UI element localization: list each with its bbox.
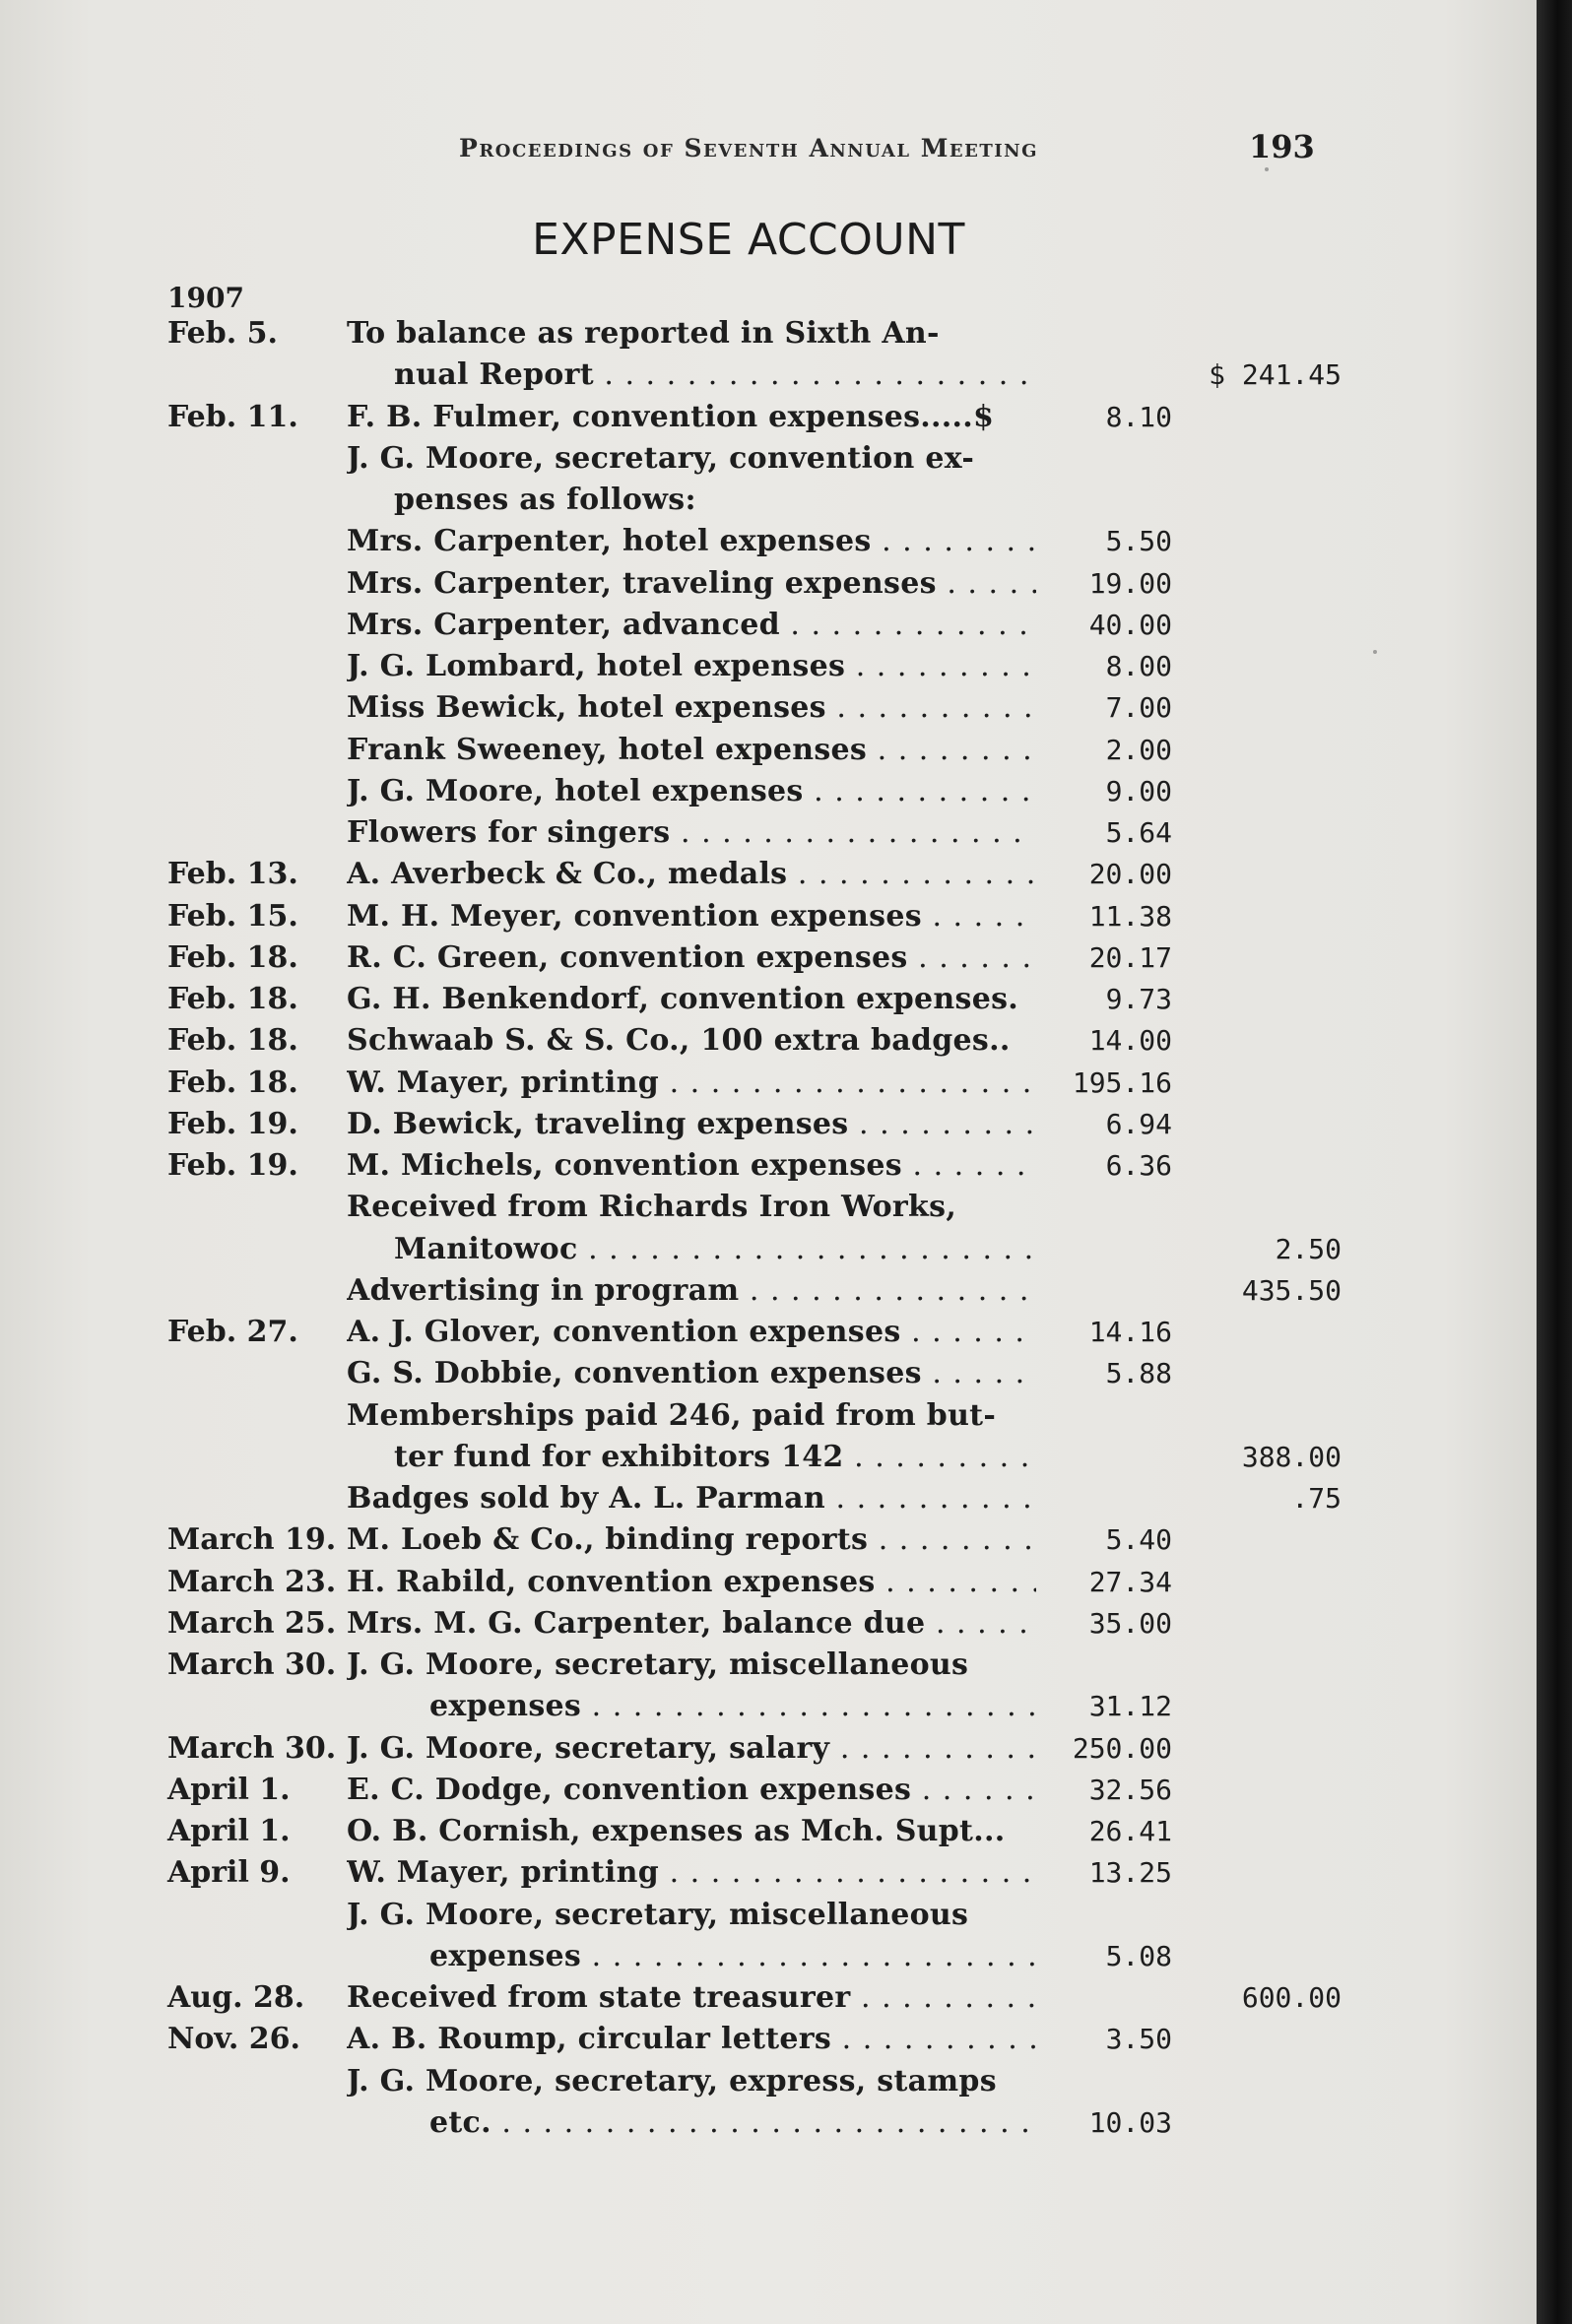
entry-description-text: Memberships paid 246, paid from but-	[347, 1398, 997, 1433]
entry-description	[347, 1145, 1036, 1187]
expense-amount: 31.12	[1088, 1690, 1172, 1722]
expense-amount: 250.00	[1072, 1732, 1172, 1765]
ledger-row	[0, 979, 1537, 1020]
entry-description	[347, 1478, 1036, 1519]
entry-description	[347, 854, 1036, 895]
entry-description	[347, 1562, 1036, 1603]
entry-date: March 30.	[167, 1647, 337, 1682]
expense-amount: 8.00	[1105, 650, 1172, 682]
entry-description-text: J. G. Moore, hotel expenses	[347, 774, 804, 808]
ledger-row	[0, 854, 1537, 895]
entry-date: Feb. 27.	[167, 1315, 298, 1349]
expense-amount: 11.38	[1088, 900, 1172, 933]
receipt-amount: 2.50	[1275, 1233, 1342, 1265]
expense-amount: 32.56	[1088, 1774, 1172, 1806]
entry-description	[347, 812, 1036, 854]
entry-description	[347, 1603, 1036, 1645]
ledger-row	[0, 1270, 1537, 1312]
ledger-row	[0, 1603, 1537, 1645]
entry-description	[347, 937, 1036, 979]
entry-description-text: etc.	[429, 2105, 491, 2140]
ledger-row	[0, 1811, 1537, 1852]
expense-amount: 9.00	[1105, 775, 1172, 807]
entry-description-text: ter fund for exhibitors 142	[394, 1440, 844, 1474]
entry-description-text: Manitowoc	[394, 1232, 578, 1266]
entry-description	[347, 563, 1036, 605]
ledger-row	[0, 1770, 1537, 1811]
entry-description-text: A. Averbeck & Co., medals	[347, 857, 788, 891]
expense-amount: 5.88	[1105, 1357, 1172, 1389]
ledger-row	[0, 563, 1537, 605]
entry-description-text: F. B. Fulmer, convention expenses.....$	[347, 400, 995, 434]
entry-description	[347, 1063, 1036, 1104]
entry-description	[347, 1728, 1036, 1770]
expense-amount: 20.17	[1088, 941, 1172, 974]
expense-amount: 2.00	[1105, 734, 1172, 766]
ledger-row	[0, 1562, 1537, 1603]
expense-amount: 7.00	[1105, 691, 1172, 724]
expense-amount: 6.36	[1105, 1149, 1172, 1182]
entry-description	[347, 896, 1036, 937]
entry-description-text: Frank Sweeney, hotel expenses	[347, 733, 868, 767]
entry-description	[347, 1187, 1036, 1228]
entry-description	[347, 438, 1036, 480]
ledger-row	[0, 646, 1537, 687]
entry-date: Feb. 13.	[167, 857, 298, 891]
expense-amount: 35.00	[1088, 1607, 1172, 1640]
entry-description	[347, 1895, 1036, 1936]
entry-description-text: M. H. Meyer, convention expenses	[347, 899, 922, 934]
entry-date: Aug. 28.	[167, 1980, 305, 2015]
book-spine-shadow	[1537, 0, 1572, 2324]
ledger-row	[0, 313, 1537, 355]
entry-description-text: M. Michels, convention expenses	[347, 1148, 902, 1183]
entry-description	[347, 1811, 1036, 1852]
entry-date: March 23.	[167, 1565, 337, 1599]
expense-amount: 5.50	[1105, 525, 1172, 557]
entry-date: Nov. 26.	[167, 2022, 300, 2056]
entry-description	[347, 605, 1036, 646]
entry-description	[347, 2019, 1036, 2060]
ledger-row	[0, 438, 1537, 480]
entry-description	[347, 313, 1036, 355]
expense-amount: 19.00	[1088, 567, 1172, 600]
entry-description-text: To balance as reported in Sixth An-	[347, 316, 940, 351]
expense-amount: 14.16	[1088, 1316, 1172, 1348]
entry-date: Feb. 18.	[167, 940, 298, 975]
entry-description	[429, 2102, 1036, 2144]
ledger-row	[0, 1312, 1537, 1353]
entry-description	[347, 1270, 1036, 1312]
expense-amount: 5.64	[1105, 816, 1172, 849]
entry-date: Feb. 11.	[167, 400, 298, 434]
expense-amount: 9.73	[1105, 983, 1172, 1015]
entry-description	[347, 1312, 1036, 1353]
page-number: 193	[1249, 128, 1315, 165]
entry-description	[394, 1437, 1036, 1478]
ledger-row	[0, 1852, 1537, 1894]
ledger-row	[0, 1895, 1537, 1936]
entry-description	[347, 1645, 1036, 1686]
entry-date: March 19.	[167, 1522, 337, 1557]
ledger-row	[0, 1353, 1537, 1394]
entry-date: March 30.	[167, 1731, 337, 1766]
entry-description-text: expenses	[429, 1939, 582, 1973]
ledger-row	[0, 480, 1537, 521]
ledger-row	[0, 896, 1537, 937]
entry-description	[347, 521, 1036, 562]
expense-amount: 27.34	[1088, 1566, 1172, 1598]
entry-description-text: W. Mayer, printing	[347, 1855, 660, 1890]
entry-description-text: J. G. Moore, secretary, express, stamps	[347, 2064, 997, 2098]
ledger-row	[0, 1437, 1537, 1478]
title-text: EXPENSE ACCOUNT	[532, 215, 965, 265]
entry-description	[394, 355, 1036, 396]
entry-description	[347, 771, 1036, 812]
entry-description-text: Received from Richards Iron Works,	[347, 1190, 957, 1224]
ledger-row	[0, 1478, 1537, 1519]
entry-description-text: J. G. Moore, secretary, miscellaneous	[347, 1647, 969, 1682]
expense-amount: 13.25	[1088, 1856, 1172, 1889]
entry-description	[347, 2061, 1036, 2102]
entry-description	[347, 1977, 1036, 2019]
entry-description	[347, 730, 1036, 771]
ledger-row	[0, 1063, 1537, 1104]
entry-description	[429, 1936, 1036, 1977]
entry-description-text: D. Bewick, traveling expenses	[347, 1107, 849, 1141]
entry-description-text: E. C. Dodge, convention expenses	[347, 1773, 912, 1807]
entry-description-text: Mrs. Carpenter, hotel expenses	[347, 524, 872, 558]
expense-amount: 40.00	[1088, 609, 1172, 641]
receipt-amount: $ 241.45	[1209, 358, 1342, 391]
ledger-row	[0, 1519, 1537, 1561]
expense-amount: 26.41	[1088, 1815, 1172, 1847]
entry-description-text: J. G. Moore, secretary, convention ex-	[347, 441, 975, 476]
entry-description	[347, 1770, 1036, 1811]
ledger-row	[0, 521, 1537, 562]
entry-description-text: Badges sold by A. L. Parman	[347, 1481, 825, 1516]
entry-description	[429, 1686, 1036, 1727]
ledger-row	[0, 397, 1537, 438]
ledger-row	[0, 937, 1537, 979]
entry-description-text: W. Mayer, printing	[347, 1065, 660, 1100]
entry-description-text: A. B. Roump, circular letters	[347, 2022, 832, 2056]
entry-description-text: J. G. Lombard, hotel expenses	[347, 649, 846, 683]
entry-description-text: G. H. Benkendorf, convention expenses.	[347, 982, 1019, 1016]
entry-description-text: penses as follows:	[394, 483, 696, 517]
ledger-row	[0, 1187, 1537, 1228]
entry-description	[347, 1395, 1036, 1437]
entry-date: Feb. 5.	[167, 316, 278, 351]
ledger-row	[0, 730, 1537, 771]
entry-description-text: J. G. Moore, secretary, salary	[347, 1731, 830, 1766]
entry-description-text: H. Rabild, convention expenses	[347, 1565, 876, 1599]
entry-description	[347, 646, 1036, 687]
ledger-row	[0, 1728, 1537, 1770]
ledger-row	[0, 1145, 1537, 1187]
ledger-row	[0, 812, 1537, 854]
entry-description	[347, 1519, 1036, 1561]
ledger-row	[0, 1645, 1537, 1686]
entry-description-text: Received from state treasurer	[347, 1980, 851, 2015]
expense-amount: 195.16	[1072, 1066, 1172, 1099]
ledger-row	[0, 2061, 1537, 2102]
page-title	[0, 215, 1537, 265]
entry-description-text: expenses	[429, 1689, 582, 1723]
entry-description	[394, 1229, 1036, 1270]
entry-description-text: M. Loeb & Co., binding reports	[347, 1522, 869, 1557]
ledger-row	[0, 1229, 1537, 1270]
year-heading: 1907	[167, 282, 244, 314]
entry-description-text: R. C. Green, convention expenses	[347, 940, 908, 975]
entry-description	[347, 1353, 1036, 1394]
ledger-row	[0, 1977, 1537, 2019]
entry-date: March 25.	[167, 1606, 337, 1641]
entry-description-text: Miss Bewick, hotel expenses	[347, 690, 826, 725]
ledger-row	[0, 1686, 1537, 1727]
entry-description	[347, 1852, 1036, 1894]
expense-amount: 6.94	[1105, 1108, 1172, 1140]
ledger-row	[0, 605, 1537, 646]
ledger-row	[0, 355, 1537, 396]
entry-description-text: Advertising in program	[347, 1273, 740, 1308]
entry-date: Feb. 19.	[167, 1107, 298, 1141]
entry-description-text: G. S. Dobbie, convention expenses	[347, 1356, 922, 1390]
entry-date: April 1.	[167, 1773, 291, 1807]
ledger-row	[0, 2102, 1537, 2144]
entry-description-text: O. B. Cornish, expenses as Mch. Supt...	[347, 1814, 1006, 1848]
receipt-amount: .75	[1291, 1482, 1342, 1515]
ledger-row	[0, 771, 1537, 812]
receipt-amount: 600.00	[1241, 1981, 1342, 2014]
ledger-row	[0, 1936, 1537, 1977]
entry-date: April 1.	[167, 1814, 291, 1848]
entry-date: Feb. 15.	[167, 899, 298, 934]
expense-amount: 5.40	[1105, 1523, 1172, 1556]
entry-description	[347, 1104, 1036, 1145]
entry-description-text: Schwaab S. & S. Co., 100 extra badges..	[347, 1023, 1011, 1058]
entry-description	[347, 979, 1036, 1020]
entry-description	[347, 687, 1036, 729]
entry-date: Feb. 18.	[167, 982, 298, 1016]
running-title: Proceedings of Seventh Annual Meeting	[459, 134, 1038, 162]
entry-description-text: nual Report	[394, 357, 594, 392]
receipt-amount: 388.00	[1241, 1441, 1342, 1473]
ledger-row	[0, 2019, 1537, 2060]
ledger-row	[0, 1395, 1537, 1437]
entry-description	[347, 397, 1036, 438]
ledger-row	[0, 687, 1537, 729]
expense-amount: 14.00	[1088, 1024, 1172, 1057]
expense-amount: 10.03	[1088, 2106, 1172, 2139]
entry-description-text: Mrs. M. G. Carpenter, balance due	[347, 1606, 926, 1641]
expense-amount: 8.10	[1105, 401, 1172, 433]
entry-date: Feb. 18.	[167, 1023, 298, 1058]
expense-amount: 5.08	[1105, 1940, 1172, 1972]
entry-description	[347, 1020, 1036, 1062]
entry-description-text: Flowers for singers	[347, 815, 671, 850]
paper-speck	[1265, 167, 1269, 171]
paper-speck	[1373, 650, 1377, 654]
ledger-row	[0, 1104, 1537, 1145]
receipt-amount: 435.50	[1241, 1274, 1342, 1307]
entry-description-text: Mrs. Carpenter, advanced	[347, 608, 780, 642]
entry-description-text: J. G. Moore, secretary, miscellaneous	[347, 1898, 969, 1932]
entry-date: Feb. 18.	[167, 1065, 298, 1100]
entry-date: Feb. 19.	[167, 1148, 298, 1183]
entry-description-text: A. J. Glover, convention expenses	[347, 1315, 901, 1349]
entry-date: April 9.	[167, 1855, 291, 1890]
expense-amount: 20.00	[1088, 858, 1172, 890]
entry-description-text: Mrs. Carpenter, traveling expenses	[347, 566, 937, 601]
ledger-row	[0, 1020, 1537, 1062]
entry-description	[394, 480, 1036, 521]
expense-amount: 3.50	[1105, 2023, 1172, 2055]
